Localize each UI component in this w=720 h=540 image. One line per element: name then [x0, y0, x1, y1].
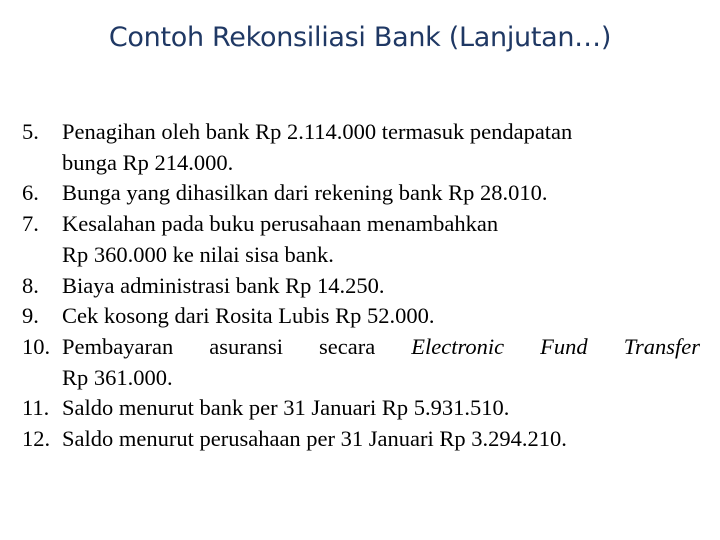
item-text-line: Biaya administrasi bank Rp 14.250.	[62, 272, 385, 298]
item-text	[62, 393, 700, 424]
item-text-line: bunga Rp 214.000.	[62, 149, 234, 175]
item-text-line: Kesalahan pada buku perusahaan menambahkan	[62, 211, 499, 237]
list-item	[22, 178, 700, 209]
item-text-line: Rp 360.000 ke nilai sisa bank.	[62, 241, 334, 267]
list-item	[22, 332, 700, 393]
item-text-line: Saldo menurut bank per 31 Januari Rp 5.931.510.	[62, 395, 510, 421]
item-text	[62, 271, 700, 302]
item-text-line: Cek kosong dari Rosita Lubis Rp 52.000.	[62, 303, 435, 329]
item-text-line-justified	[62, 332, 700, 363]
item-number: 10.	[22, 333, 51, 359]
item-text	[62, 209, 700, 270]
item-word-italic: Transfer	[623, 333, 700, 359]
numbered-list	[22, 117, 700, 455]
item-text-line: Penagihan oleh bank Rp 2.114.000 termasuk pendapatan	[62, 119, 573, 144]
item-number: 11.	[22, 395, 50, 421]
item-text	[62, 117, 700, 178]
item-text-line: Rp 361.000.	[62, 364, 173, 390]
list-item	[22, 424, 700, 455]
item-word-italic: Electronic	[411, 333, 505, 359]
list-item	[22, 117, 700, 178]
item-text	[62, 332, 700, 393]
item-word: secara	[319, 333, 376, 359]
item-number: 6.	[22, 180, 39, 206]
item-number: 9.	[22, 303, 39, 329]
slide-title: Contoh Rekonsiliasi Bank (Lanjutan…)	[108, 22, 612, 53]
item-number: 5.	[22, 119, 39, 144]
item-word-italic: Fund	[540, 333, 588, 359]
item-word: Pembayaran	[62, 333, 174, 359]
item-number: 8.	[22, 272, 39, 298]
list-item	[22, 271, 700, 302]
item-number: 7.	[22, 211, 39, 237]
item-text	[62, 178, 700, 209]
item-text	[62, 301, 700, 332]
list-item	[22, 301, 700, 332]
list-item	[22, 209, 700, 270]
item-word: asuransi	[209, 333, 283, 359]
item-text-line: Saldo menurut perusahaan per 31 Januari Rp 3.294.210.	[62, 426, 567, 452]
item-number: 12.	[22, 426, 51, 452]
list-item	[22, 393, 700, 424]
item-text-line: Bunga yang dihasilkan dari rekening bank Rp 28.010.	[62, 180, 548, 206]
item-text	[62, 424, 700, 455]
